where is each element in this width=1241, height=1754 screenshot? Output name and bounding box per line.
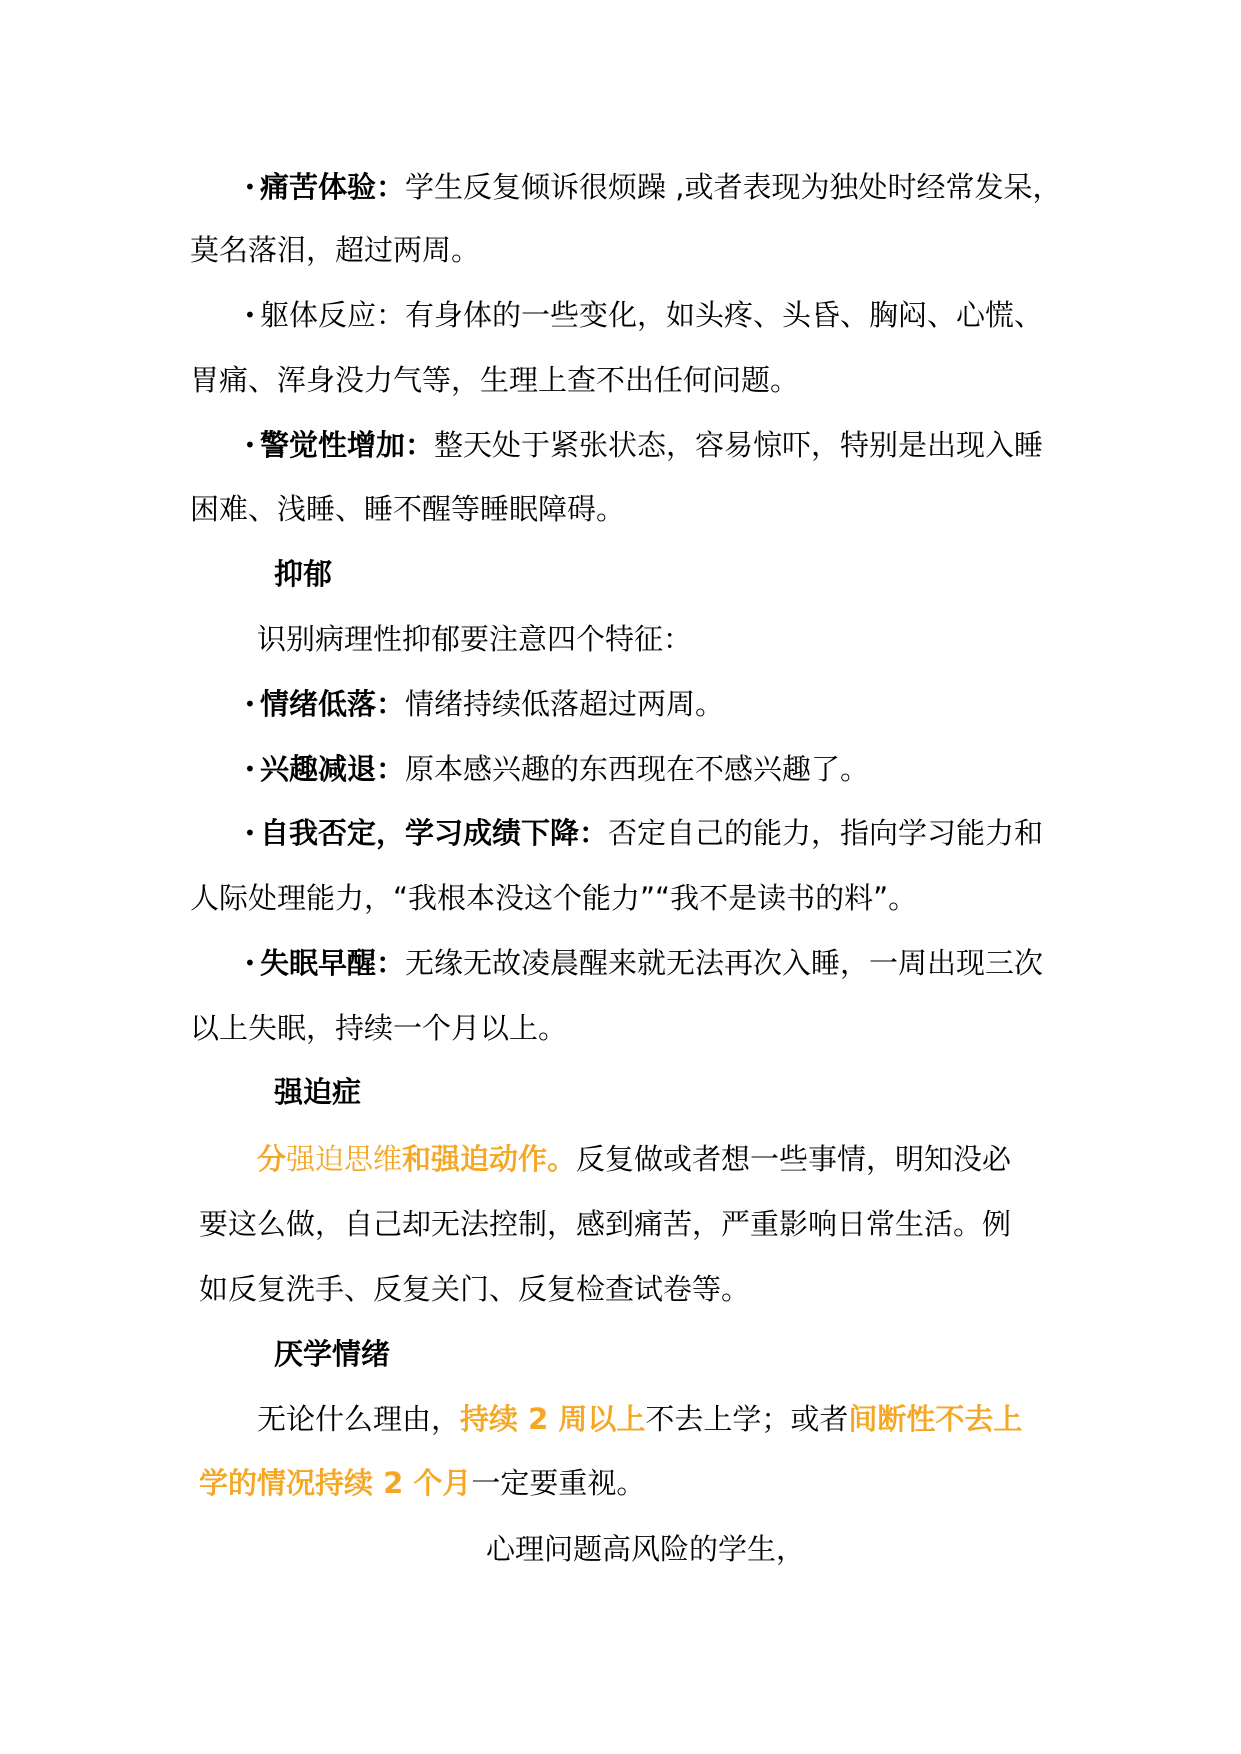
item-text-continuation: 人际处理能力，“我根本没这个能力”“我不是读书的料”。 <box>190 881 918 915</box>
item-label: 警觉性增加： <box>260 428 435 462</box>
item-label: 失眠早醒： <box>260 946 406 980</box>
depression-item-interest-loss <box>244 749 869 789</box>
highlight-text: 学的情况持续 2 个月 <box>199 1466 472 1500</box>
section-intro: 识别病理性抑郁要注意四个特征： <box>257 622 693 656</box>
depression-item-self-denial <box>244 813 1043 853</box>
paragraph-text: 无论什么理由， <box>257 1402 461 1436</box>
item-text: 原本感兴趣的东西现在不感兴趣了。 <box>405 752 870 786</box>
ocd-paragraph-line <box>257 1139 1011 1179</box>
highlight-text: 分 <box>257 1142 287 1176</box>
item-text: 情绪持续低落超过两周。 <box>405 687 725 721</box>
paragraph-text: 反复做或者想一些事情，明知没必 <box>576 1142 1012 1176</box>
item-label: 痛苦体验： <box>260 170 406 204</box>
school-refusal-paragraph-line <box>257 1399 1022 1439</box>
item-label: 情绪低落： <box>260 687 406 721</box>
item-text: 否定自己的能力，指向学习能力和 <box>608 816 1044 850</box>
depression-item-insomnia <box>244 943 1043 983</box>
depression-item-low-mood <box>244 684 724 724</box>
highlight-text: 和强迫动作。 <box>402 1142 577 1176</box>
highlight-text: 强迫思维 <box>286 1142 403 1176</box>
ocd-paragraph-line: 要这么做，自己却无法控制，感到痛苦，严重影响日常生活。例 <box>199 1207 1012 1241</box>
paragraph-text: 不去上学；或者 <box>645 1402 849 1436</box>
closing-text: 心理问题高风险的学生， <box>486 1532 806 1566</box>
item-text: 学生反复倾诉很烦躁 ,或者表现为独处时经常发呆， <box>405 170 1062 204</box>
section-heading-ocd: 强迫症 <box>274 1075 362 1109</box>
item-text-continuation: 困难、浅睡、睡不醒等睡眠障碍。 <box>190 492 626 526</box>
paragraph-text: 一定要重视。 <box>471 1466 646 1500</box>
highlight-text: 持续 2 周以上 <box>460 1402 646 1436</box>
item-text-continuation: 莫名落泪，超过两周。 <box>190 233 481 267</box>
bullet-marker: • <box>244 757 256 781</box>
bullet-marker: • <box>244 692 256 716</box>
bullet-marker: • <box>244 175 256 199</box>
item-label: 自我否定，学习成绩下降： <box>260 816 609 850</box>
school-refusal-paragraph-line <box>199 1463 645 1503</box>
section-heading-school-refusal: 厌学情绪 <box>274 1337 391 1371</box>
bullet-marker: • <box>244 303 256 327</box>
item-text-continuation: 以上失眠，持续一个月以上。 <box>190 1011 568 1045</box>
symptom-item-alertness <box>244 425 1043 465</box>
item-text: 无缘无故凌晨醒来就无法再次入睡，一周出现三次 <box>405 946 1044 980</box>
item-label: 躯体反应： <box>260 298 406 332</box>
highlight-text: 间断性不去上 <box>848 1402 1023 1436</box>
item-text-continuation: 胃痛、浑身没力气等，生理上查不出任何问题。 <box>190 363 800 397</box>
symptom-item-somatic <box>244 295 1043 335</box>
bullet-marker: • <box>244 821 256 845</box>
item-text: 有身体的一些变化，如头疼、头昏、胸闷、心慌、 <box>405 298 1044 332</box>
bullet-marker: • <box>244 433 256 457</box>
item-text: 整天处于紧张状态，容易惊吓，特别是出现入睡 <box>434 428 1044 462</box>
section-heading-depression: 抑郁 <box>274 557 333 591</box>
symptom-item-distress <box>244 167 1061 207</box>
bullet-marker: • <box>244 951 256 975</box>
item-label: 兴趣减退： <box>260 752 406 786</box>
ocd-paragraph-line: 如反复洗手、反复关门、反复检查试卷等。 <box>199 1272 751 1306</box>
